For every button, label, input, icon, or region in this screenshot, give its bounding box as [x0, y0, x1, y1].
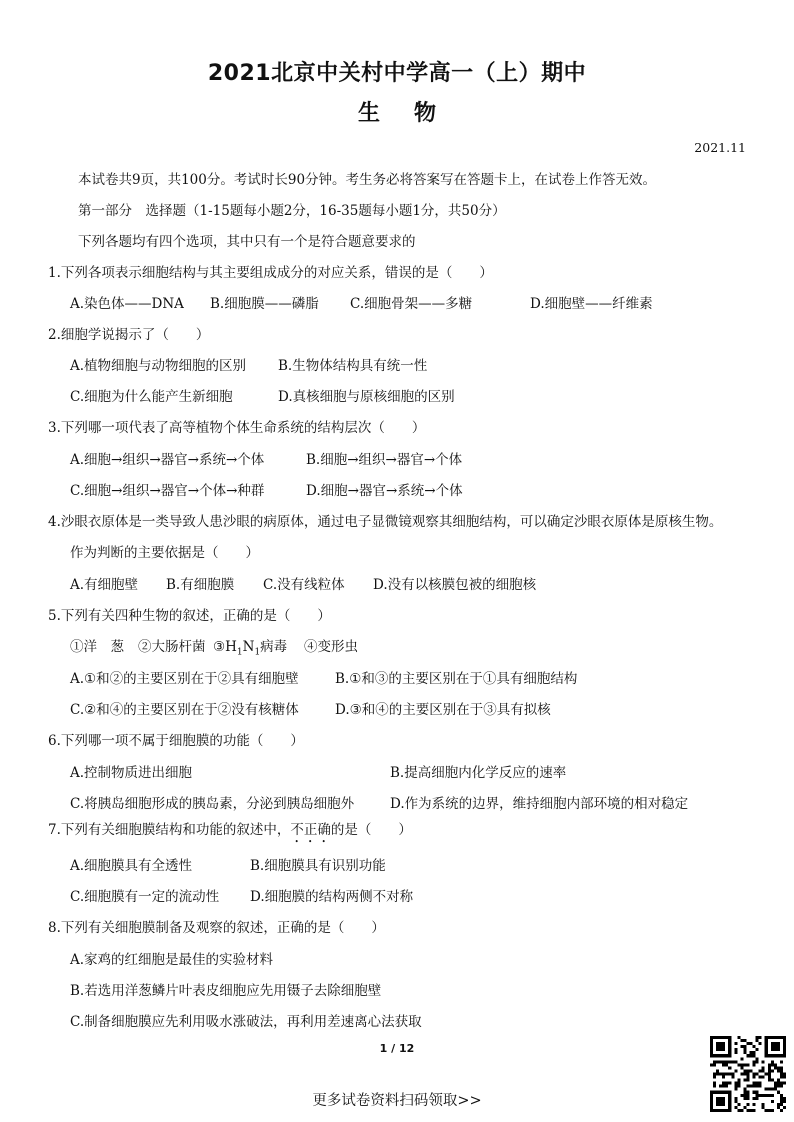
option-b: B.提高细胞内化学反应的速率: [390, 765, 567, 781]
option-d: D.细胞→器官→系统→个体: [306, 483, 463, 499]
option-d: D.真核细胞与原核细胞的区别: [278, 389, 455, 405]
exam-date: 2021.11: [694, 140, 746, 155]
organism-ecoli: ②大肠杆菌: [138, 639, 206, 655]
option-a: A.①和②的主要区别在于②具有细胞壁: [70, 671, 299, 687]
option-d: D.作为系统的边界，维持细胞内部环境的相对稳定: [390, 796, 689, 812]
exam-title: 2021北京中关村中学高一（上）期中: [207, 61, 587, 86]
exam-notice: 本试卷共9页，共100分。考试时长90分钟。考生务必将答案写在答题卡上，在试卷上作答无效。: [78, 172, 657, 188]
question-8-option-c: C.制备细胞膜应先利用吸水涨破法，再利用差速离心法获取: [70, 1014, 422, 1030]
option-b: B.细胞膜——磷脂: [210, 296, 319, 312]
option-c: C.将胰岛细胞形成的胰岛素，分泌到胰岛细胞外: [70, 796, 355, 812]
option-a: A.细胞→组织→器官→系统→个体: [70, 452, 265, 468]
option-c: C.②和④的主要区别在于②没有核糖体: [70, 702, 299, 718]
option-b: B.生物体结构具有统一性: [278, 358, 428, 374]
option-a: A.细胞膜具有全透性: [70, 858, 193, 874]
question-8-option-a: A.家鸡的红细胞是最佳的实验材料: [70, 952, 274, 968]
option-d: D.③和④的主要区别在于③具有拟核: [335, 702, 551, 718]
option-d: D.细胞壁——纤维素: [530, 296, 653, 312]
question-3-stem: 3.下列哪一项代表了高等植物个体生命系统的结构层次（ ）: [48, 420, 426, 436]
option-c: C.细胞膜有一定的流动性: [70, 889, 220, 905]
question-8-stem: 8.下列有关细胞膜制备及观察的叙述，正确的是（ ）: [48, 920, 385, 936]
option-c: C.细胞骨架——多糖: [350, 296, 473, 312]
organism-onion: ①洋 葱: [70, 639, 124, 655]
emphasized-negation: 不正确: [290, 822, 331, 838]
question-6-stem: 6.下列哪一项不属于细胞膜的功能（ ）: [48, 733, 304, 749]
section-instruction: 下列各题均有四个选项，其中只有一个是符合题意要求的: [78, 234, 416, 250]
option-b: B.①和③的主要区别在于①具有细胞结构: [335, 671, 578, 687]
option-c: C.细胞→组织→器官→个体→种群: [70, 483, 265, 499]
option-a: A.有细胞壁: [70, 577, 139, 593]
section-heading: 第一部分 选择题（1-15题每小题2分，16-35题每小题1分，共50分）: [78, 203, 506, 219]
option-b: B.有细胞膜: [166, 577, 235, 593]
option-a: A.植物细胞与动物细胞的区别: [70, 358, 247, 374]
question-5-stem: 5.下列有关四种生物的叙述，正确的是（ ）: [48, 608, 331, 624]
question-4-stem-continued: 作为判断的主要依据是（ ）: [70, 545, 259, 561]
question-8-option-b: B.若选用洋葱鳞片叶表皮细胞应先用镊子去除细胞壁: [70, 983, 382, 999]
option-c: C.没有线粒体: [263, 577, 345, 593]
organism-amoeba: ④变形虫: [304, 639, 358, 655]
question-1-stem: 1.下列各项表示细胞结构与其主要组成成分的对应关系，错误的是（ ）: [48, 265, 493, 281]
option-a: A.控制物质进出细胞: [70, 765, 193, 781]
option-b: B.细胞→组织→器官→个体: [306, 452, 463, 468]
option-a: A.染色体——DNA: [70, 296, 184, 312]
exam-subject: 生物: [357, 101, 470, 126]
question-4-stem: 4.沙眼衣原体是一类导致人患沙眼的病原体，通过电子显微镜观察其细胞结构，可以确定沙眼衣原体是原核生物。: [48, 514, 723, 530]
option-c: C.细胞为什么能产生新细胞: [70, 389, 233, 405]
page-number: 1 / 12: [379, 1042, 415, 1055]
option-d: D.细胞膜的结构两侧不对称: [250, 889, 414, 905]
option-d: D.没有以核膜包被的细胞核: [373, 577, 537, 593]
option-b: B.细胞膜具有识别功能: [250, 858, 386, 874]
promo-footer[interactable]: 更多试卷资料扫码领取>>: [312, 1093, 482, 1109]
question-2-stem: 2.细胞学说揭示了（ ）: [48, 327, 210, 343]
qr-code-icon[interactable]: [710, 1036, 786, 1112]
organism-h1n1-virus: $③H_1N_1$病毒: [213, 639, 288, 658]
question-7-stem: 7.下列有关细胞膜结构和功能的叙述中，不正确的是（ ）: [48, 822, 412, 838]
